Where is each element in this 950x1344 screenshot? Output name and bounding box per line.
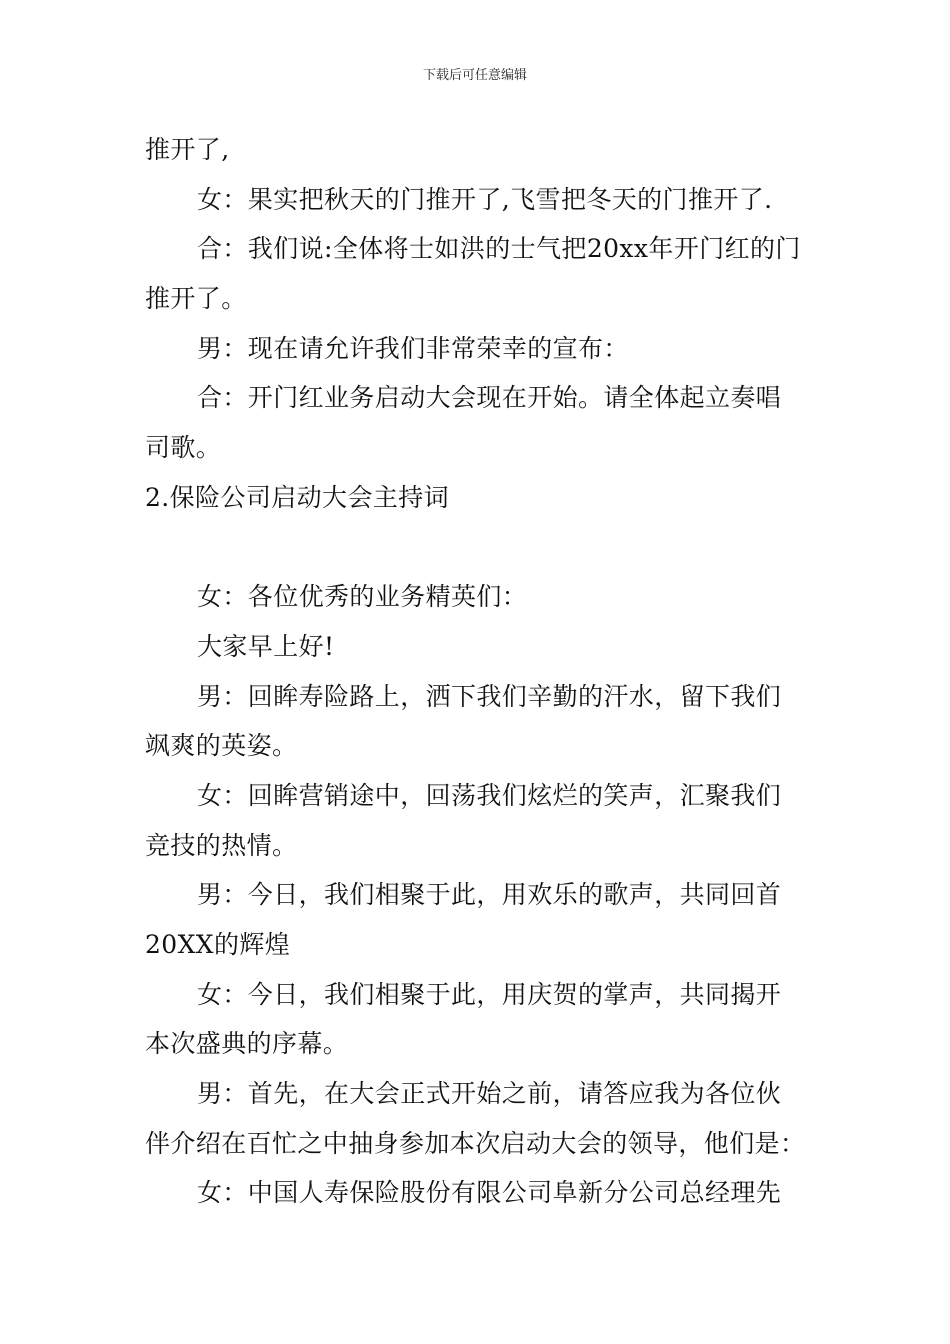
text-line: 女：回眸营销途中，回荡我们炫烂的笑声，汇聚我们 bbox=[197, 780, 782, 810]
text-line: 男：首先，在大会正式开始之前，请答应我为各位伙 bbox=[197, 1079, 782, 1109]
text-line: 女：今日，我们相聚于此，用庆贺的掌声，共同揭开 bbox=[197, 979, 782, 1009]
text-line: 推开了, bbox=[145, 135, 230, 164]
page-header: 下载后可任意编辑 bbox=[422, 68, 527, 83]
text-line: 女：中国人寿保险股份有限公司阜新分公司总经理先 bbox=[197, 1178, 782, 1208]
text-line: 本次盛典的序幕。 bbox=[145, 1029, 349, 1059]
text-line: 司歌。 bbox=[145, 433, 222, 463]
text-line: 男：现在请允许我们非常荣幸的宣布： bbox=[197, 333, 629, 363]
text-line: 飒爽的英姿。 bbox=[145, 731, 298, 761]
text-line: 女：各位优秀的业务精英们： bbox=[197, 582, 528, 612]
document-body bbox=[145, 125, 807, 1218]
section-heading: 2.保险公司启动大会主持词 bbox=[145, 482, 450, 512]
text-line: 男：回眸寿险路上，洒下我们辛勤的汗水，留下我们 bbox=[197, 681, 782, 711]
text-line: 合：我们说:全体将士如洪的士气把20xx年开门红的门 bbox=[197, 234, 801, 264]
text-line: 男：今日，我们相聚于此，用欢乐的歌声，共同回首 bbox=[197, 880, 782, 910]
text-line: 推开了。 bbox=[145, 284, 247, 314]
text-line: 合：开门红业务启动大会现在开始。请全体起立奏唱 bbox=[197, 383, 782, 413]
text-line: 女：果实把秋天的门推开了,飞雪把冬天的门推开了. bbox=[197, 184, 773, 214]
blank-line bbox=[145, 523, 807, 573]
text-line: 大家早上好! bbox=[197, 631, 335, 661]
text-line: 竞技的热情。 bbox=[145, 830, 298, 860]
text-line: 20XX的辉煌 bbox=[145, 930, 291, 959]
text-line: 伴介绍在百忙之中抽身参加本次启动大会的领导，他们是： bbox=[145, 1128, 806, 1158]
